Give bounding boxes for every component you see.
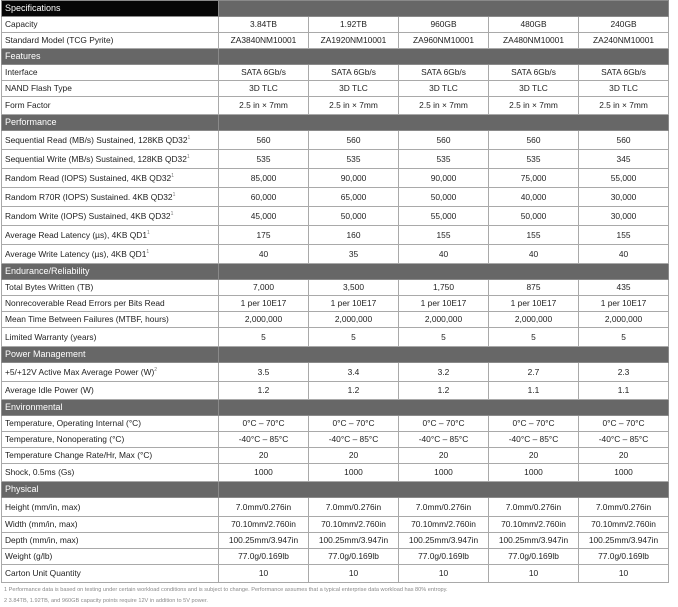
spec-value: 7.0mm/0.276in xyxy=(219,498,309,517)
spec-row xyxy=(2,517,669,533)
spec-value: 155 xyxy=(399,226,489,245)
spec-value: 70.10mm/2.760in xyxy=(219,517,309,533)
spec-row xyxy=(2,533,669,549)
spec-value: ZA240NM10001 xyxy=(579,33,669,49)
table-title: Specifications xyxy=(2,1,219,17)
spec-value: 100.25mm/3.947in xyxy=(579,533,669,549)
spec-value: 7.0mm/0.276in xyxy=(309,498,399,517)
spec-value: 20 xyxy=(579,448,669,464)
spec-label: Random Write (IOPS) Sustained, 4KB QD32 xyxy=(5,210,171,221)
spec-value: 535 xyxy=(399,150,489,169)
spec-label: Form Factor xyxy=(5,100,51,111)
spec-value: 2.5 in × 7mm xyxy=(579,97,669,115)
spec-value: 1000 xyxy=(399,464,489,482)
spec-value: 40 xyxy=(489,245,579,264)
spec-value: ZA3840NM10001 xyxy=(219,33,309,49)
section-header: Performance xyxy=(2,115,219,131)
spec-label-cell xyxy=(2,498,219,517)
spec-value: 55,000 xyxy=(579,169,669,188)
spec-value: 560 xyxy=(489,131,579,150)
spec-label-cell xyxy=(2,17,219,33)
spec-row xyxy=(2,416,669,432)
spec-row xyxy=(2,65,669,81)
spec-value: 100.25mm/3.947in xyxy=(309,533,399,549)
footnote-marker: 1 xyxy=(172,192,176,198)
spec-label-cell xyxy=(2,226,219,245)
spec-value: -40°C – 85°C xyxy=(399,432,489,448)
section-header-filler xyxy=(219,400,669,416)
spec-value: 1000 xyxy=(309,464,399,482)
spec-value: 1 per 10E17 xyxy=(219,296,309,312)
spec-value: 560 xyxy=(219,131,309,150)
spec-value: 2,000,000 xyxy=(489,312,579,328)
spec-value: 70.10mm/2.760in xyxy=(399,517,489,533)
spec-row xyxy=(2,188,669,207)
spec-value: SATA 6Gb/s xyxy=(219,65,309,81)
table-title-row xyxy=(2,1,669,17)
spec-value: 40 xyxy=(579,245,669,264)
spec-value: -40°C – 85°C xyxy=(579,432,669,448)
spec-row xyxy=(2,169,669,188)
section-header-row xyxy=(2,115,669,131)
spec-value: 5 xyxy=(309,328,399,347)
spec-value: 77.0g/0.169lb xyxy=(489,549,579,565)
spec-label-cell xyxy=(2,207,219,226)
spec-label: Temperature Change Rate/Hr, Max (°C) xyxy=(5,450,153,461)
spec-label-cell xyxy=(2,150,219,169)
section-header-filler xyxy=(219,482,669,498)
spec-row xyxy=(2,432,669,448)
spec-value: 90,000 xyxy=(399,169,489,188)
spec-value: 435 xyxy=(579,280,669,296)
spec-label-cell xyxy=(2,432,219,448)
spec-label-cell xyxy=(2,565,219,583)
spec-value: 50,000 xyxy=(489,207,579,226)
spec-value: 0°C – 70°C xyxy=(399,416,489,432)
table-title-filler xyxy=(219,1,669,17)
spec-value: 2.5 in × 7mm xyxy=(309,97,399,115)
spec-label-cell xyxy=(2,328,219,347)
spec-row xyxy=(2,150,669,169)
spec-value: 960GB xyxy=(399,17,489,33)
spec-value: 1 per 10E17 xyxy=(309,296,399,312)
spec-label: Standard Model (TCG Pyrite) xyxy=(5,35,114,46)
spec-value: 35 xyxy=(309,245,399,264)
spec-value: 40,000 xyxy=(489,188,579,207)
spec-value: ZA480NM10001 xyxy=(489,33,579,49)
spec-value: 175 xyxy=(219,226,309,245)
spec-value: 10 xyxy=(399,565,489,583)
spec-row xyxy=(2,280,669,296)
spec-value: -40°C – 85°C xyxy=(309,432,399,448)
spec-value: 100.25mm/3.947in xyxy=(219,533,309,549)
spec-value: 20 xyxy=(309,448,399,464)
spec-label-cell xyxy=(2,245,219,264)
spec-value: 1.92TB xyxy=(309,17,399,33)
spec-value: 3D TLC xyxy=(309,81,399,97)
spec-value: 560 xyxy=(309,131,399,150)
spec-value: 40 xyxy=(399,245,489,264)
footnote-marker: 1 xyxy=(146,249,150,255)
spec-value: 3D TLC xyxy=(399,81,489,97)
spec-label-cell xyxy=(2,65,219,81)
spec-label: Limited Warranty (years) xyxy=(5,331,97,342)
spec-value: 77.0g/0.169lb xyxy=(309,549,399,565)
spec-value: 3.84TB xyxy=(219,17,309,33)
spec-value: -40°C – 85°C xyxy=(219,432,309,448)
spec-label: Total Bytes Written (TB) xyxy=(5,282,94,293)
spec-value: 70.10mm/2.760in xyxy=(489,517,579,533)
spec-value: 1 per 10E17 xyxy=(489,296,579,312)
spec-value: ZA1920NM10001 xyxy=(309,33,399,49)
spec-value: 160 xyxy=(309,226,399,245)
spec-row xyxy=(2,312,669,328)
spec-value: 85,000 xyxy=(219,169,309,188)
spec-value: 10 xyxy=(309,565,399,583)
spec-row xyxy=(2,328,669,347)
spec-value: 100.25mm/3.947in xyxy=(399,533,489,549)
spec-value: 2,000,000 xyxy=(309,312,399,328)
spec-row xyxy=(2,207,669,226)
spec-label-cell xyxy=(2,296,219,312)
spec-label: Interface xyxy=(5,67,38,78)
spec-label: Temperature, Operating Internal (°C) xyxy=(5,418,142,429)
spec-value: 20 xyxy=(219,448,309,464)
spec-value: 20 xyxy=(399,448,489,464)
spec-value: 50,000 xyxy=(399,188,489,207)
footnote-2: 2 3.84TB, 1.92TB, and 960GB capacity points require 12V in addition to 5V power. xyxy=(4,598,208,604)
spec-value: 60,000 xyxy=(219,188,309,207)
spec-value: 100.25mm/3.947in xyxy=(489,533,579,549)
spec-value: SATA 6Gb/s xyxy=(399,65,489,81)
section-header: Endurance/Reliability xyxy=(2,264,219,280)
spec-label: Shock, 0.5ms (Gs) xyxy=(5,467,75,478)
spec-value: 45,000 xyxy=(219,207,309,226)
spec-label-cell xyxy=(2,416,219,432)
spec-value: 2,000,000 xyxy=(399,312,489,328)
spec-value: 345 xyxy=(579,150,669,169)
spec-value: 1 per 10E17 xyxy=(579,296,669,312)
spec-value: 2.5 in × 7mm xyxy=(489,97,579,115)
footnote-1: 1 Performance data is based on testing under certain workload conditions and is subject to change. Performance assumes that a typical enterprise data workload has 80% entropy. xyxy=(4,587,448,593)
spec-row xyxy=(2,448,669,464)
spec-label: Average Read Latency (µs), 4KB QD1 xyxy=(5,229,147,240)
spec-value: 155 xyxy=(489,226,579,245)
spec-value: 875 xyxy=(489,280,579,296)
section-header-row xyxy=(2,400,669,416)
spec-value: 1000 xyxy=(579,464,669,482)
spec-value: 2.5 in × 7mm xyxy=(399,97,489,115)
spec-label-cell xyxy=(2,280,219,296)
spec-value: 75,000 xyxy=(489,169,579,188)
footnote-marker: 1 xyxy=(171,173,174,179)
section-header-row xyxy=(2,347,669,363)
spec-label-cell xyxy=(2,549,219,565)
spec-value: 7,000 xyxy=(219,280,309,296)
spec-value: 7.0mm/0.276in xyxy=(399,498,489,517)
spec-label-cell xyxy=(2,464,219,482)
spec-value: 1.1 xyxy=(579,382,669,400)
spec-value: 77.0g/0.169lb xyxy=(579,549,669,565)
section-header-filler xyxy=(219,49,669,65)
section-header-row xyxy=(2,482,669,498)
section-header: Environmental xyxy=(2,400,219,416)
spec-label: Mean Time Between Failures (MTBF, hours) xyxy=(5,314,169,325)
spec-label: Random Read (IOPS) Sustained, 4KB QD32 xyxy=(5,172,172,183)
spec-row xyxy=(2,33,669,49)
spec-value: 70.10mm/2.760in xyxy=(309,517,399,533)
spec-value: 2.3 xyxy=(579,363,669,382)
section-header-filler xyxy=(219,115,669,131)
spec-value: 30,000 xyxy=(579,207,669,226)
spec-label: Carton Unit Quantity xyxy=(5,568,81,579)
spec-value: 2,000,000 xyxy=(219,312,309,328)
specifications-table-body xyxy=(2,1,669,583)
spec-value: 70.10mm/2.760in xyxy=(579,517,669,533)
section-header: Power Management xyxy=(2,347,219,363)
spec-row xyxy=(2,565,669,583)
spec-row xyxy=(2,131,669,150)
spec-value: 3,500 xyxy=(309,280,399,296)
spec-value: 30,000 xyxy=(579,188,669,207)
spec-row xyxy=(2,245,669,264)
spec-label-cell xyxy=(2,33,219,49)
spec-value: SATA 6Gb/s xyxy=(309,65,399,81)
spec-value: 0°C – 70°C xyxy=(219,416,309,432)
spec-row xyxy=(2,382,669,400)
spec-value: 1.2 xyxy=(399,382,489,400)
spec-value: 20 xyxy=(489,448,579,464)
spec-label: Sequential Write (MB/s) Sustained, 128KB QD32 xyxy=(5,153,187,164)
spec-value: 7.0mm/0.276in xyxy=(579,498,669,517)
spec-row xyxy=(2,296,669,312)
spec-label: Depth (mm/in, max) xyxy=(5,535,79,546)
spec-value: 7.0mm/0.276in xyxy=(489,498,579,517)
footnote-marker: 1 xyxy=(170,211,174,217)
spec-label: Height (mm/in, max) xyxy=(5,501,81,512)
spec-label: Capacity xyxy=(5,19,38,30)
spec-value: 1000 xyxy=(219,464,309,482)
spec-value: 3.4 xyxy=(309,363,399,382)
spec-value: 1,750 xyxy=(399,280,489,296)
spec-label-cell xyxy=(2,81,219,97)
spec-value: 90,000 xyxy=(309,169,399,188)
section-header-row xyxy=(2,264,669,280)
spec-value: -40°C – 85°C xyxy=(489,432,579,448)
spec-label-cell xyxy=(2,131,219,150)
spec-row xyxy=(2,81,669,97)
spec-label-cell xyxy=(2,448,219,464)
section-header-row xyxy=(2,49,669,65)
spec-value: 10 xyxy=(579,565,669,583)
spec-value: 155 xyxy=(579,226,669,245)
spec-label-cell xyxy=(2,169,219,188)
spec-label: Average Idle Power (W) xyxy=(5,385,94,396)
footnote-marker: 1 xyxy=(186,154,190,160)
spec-value: 3.5 xyxy=(219,363,309,382)
spec-value: 0°C – 70°C xyxy=(489,416,579,432)
spec-row xyxy=(2,17,669,33)
spec-label: Temperature, Nonoperating (°C) xyxy=(5,434,125,445)
spec-label: +5/+12V Active Max Average Power (W) xyxy=(5,366,155,377)
spec-value: SATA 6Gb/s xyxy=(489,65,579,81)
spec-value: 77.0g/0.169lb xyxy=(219,549,309,565)
spec-row xyxy=(2,498,669,517)
spec-value: 77.0g/0.169lb xyxy=(399,549,489,565)
spec-value: 65,000 xyxy=(309,188,399,207)
spec-value: 40 xyxy=(219,245,309,264)
spec-label-cell xyxy=(2,382,219,400)
footnote-marker: 1 xyxy=(187,135,191,141)
spec-value: 535 xyxy=(219,150,309,169)
spec-row xyxy=(2,464,669,482)
spec-value: 5 xyxy=(219,328,309,347)
spec-row xyxy=(2,549,669,565)
spec-value: 1000 xyxy=(489,464,579,482)
spec-row xyxy=(2,226,669,245)
spec-value: 0°C – 70°C xyxy=(579,416,669,432)
footnote-marker: 2 xyxy=(154,367,158,373)
spec-value: 535 xyxy=(309,150,399,169)
spec-value: 535 xyxy=(489,150,579,169)
section-header: Features xyxy=(2,49,219,65)
footnote-marker: 1 xyxy=(147,230,150,236)
spec-value: 560 xyxy=(579,131,669,150)
spec-value: 3.2 xyxy=(399,363,489,382)
spec-row xyxy=(2,97,669,115)
spec-label: NAND Flash Type xyxy=(5,83,72,94)
spec-value: 1.2 xyxy=(309,382,399,400)
spec-label: Average Write Latency (µs), 4KB QD1 xyxy=(5,248,147,259)
spec-value: 5 xyxy=(399,328,489,347)
spec-row xyxy=(2,363,669,382)
section-header-filler xyxy=(219,347,669,363)
spec-value: 55,000 xyxy=(399,207,489,226)
spec-value: 3D TLC xyxy=(579,81,669,97)
spec-value: 5 xyxy=(579,328,669,347)
spec-label: Random R70R (IOPS) Sustained. 4KB QD32 xyxy=(5,191,173,202)
spec-value: 50,000 xyxy=(309,207,399,226)
spec-value: 560 xyxy=(399,131,489,150)
spec-value: 2,000,000 xyxy=(579,312,669,328)
spec-label-cell xyxy=(2,363,219,382)
spec-value: 1.1 xyxy=(489,382,579,400)
spec-label: Weight (g/lb) xyxy=(5,551,53,562)
spec-label: Nonrecoverable Read Errors per Bits Read xyxy=(5,298,165,309)
spec-value: 5 xyxy=(489,328,579,347)
spec-value: 1.2 xyxy=(219,382,309,400)
spec-label-cell xyxy=(2,188,219,207)
spec-value: 3D TLC xyxy=(489,81,579,97)
spec-label-cell xyxy=(2,312,219,328)
section-header: Physical xyxy=(2,482,219,498)
spec-value: SATA 6Gb/s xyxy=(579,65,669,81)
spec-value: ZA960NM10001 xyxy=(399,33,489,49)
spec-label: Width (mm/in, max) xyxy=(5,519,78,530)
spec-label-cell xyxy=(2,533,219,549)
spec-value: 2.7 xyxy=(489,363,579,382)
specifications-table xyxy=(1,0,669,583)
spec-value: 3D TLC xyxy=(219,81,309,97)
spec-value: 2.5 in × 7mm xyxy=(219,97,309,115)
spec-value: 0°C – 70°C xyxy=(309,416,399,432)
spec-value: 10 xyxy=(489,565,579,583)
spec-value: 1 per 10E17 xyxy=(399,296,489,312)
spec-value: 240GB xyxy=(579,17,669,33)
section-header-filler xyxy=(219,264,669,280)
spec-label: Sequential Read (MB/s) Sustained, 128KB QD32 xyxy=(5,134,188,145)
spec-label-cell xyxy=(2,517,219,533)
spec-value: 10 xyxy=(219,565,309,583)
spec-label-cell xyxy=(2,97,219,115)
spec-value: 480GB xyxy=(489,17,579,33)
